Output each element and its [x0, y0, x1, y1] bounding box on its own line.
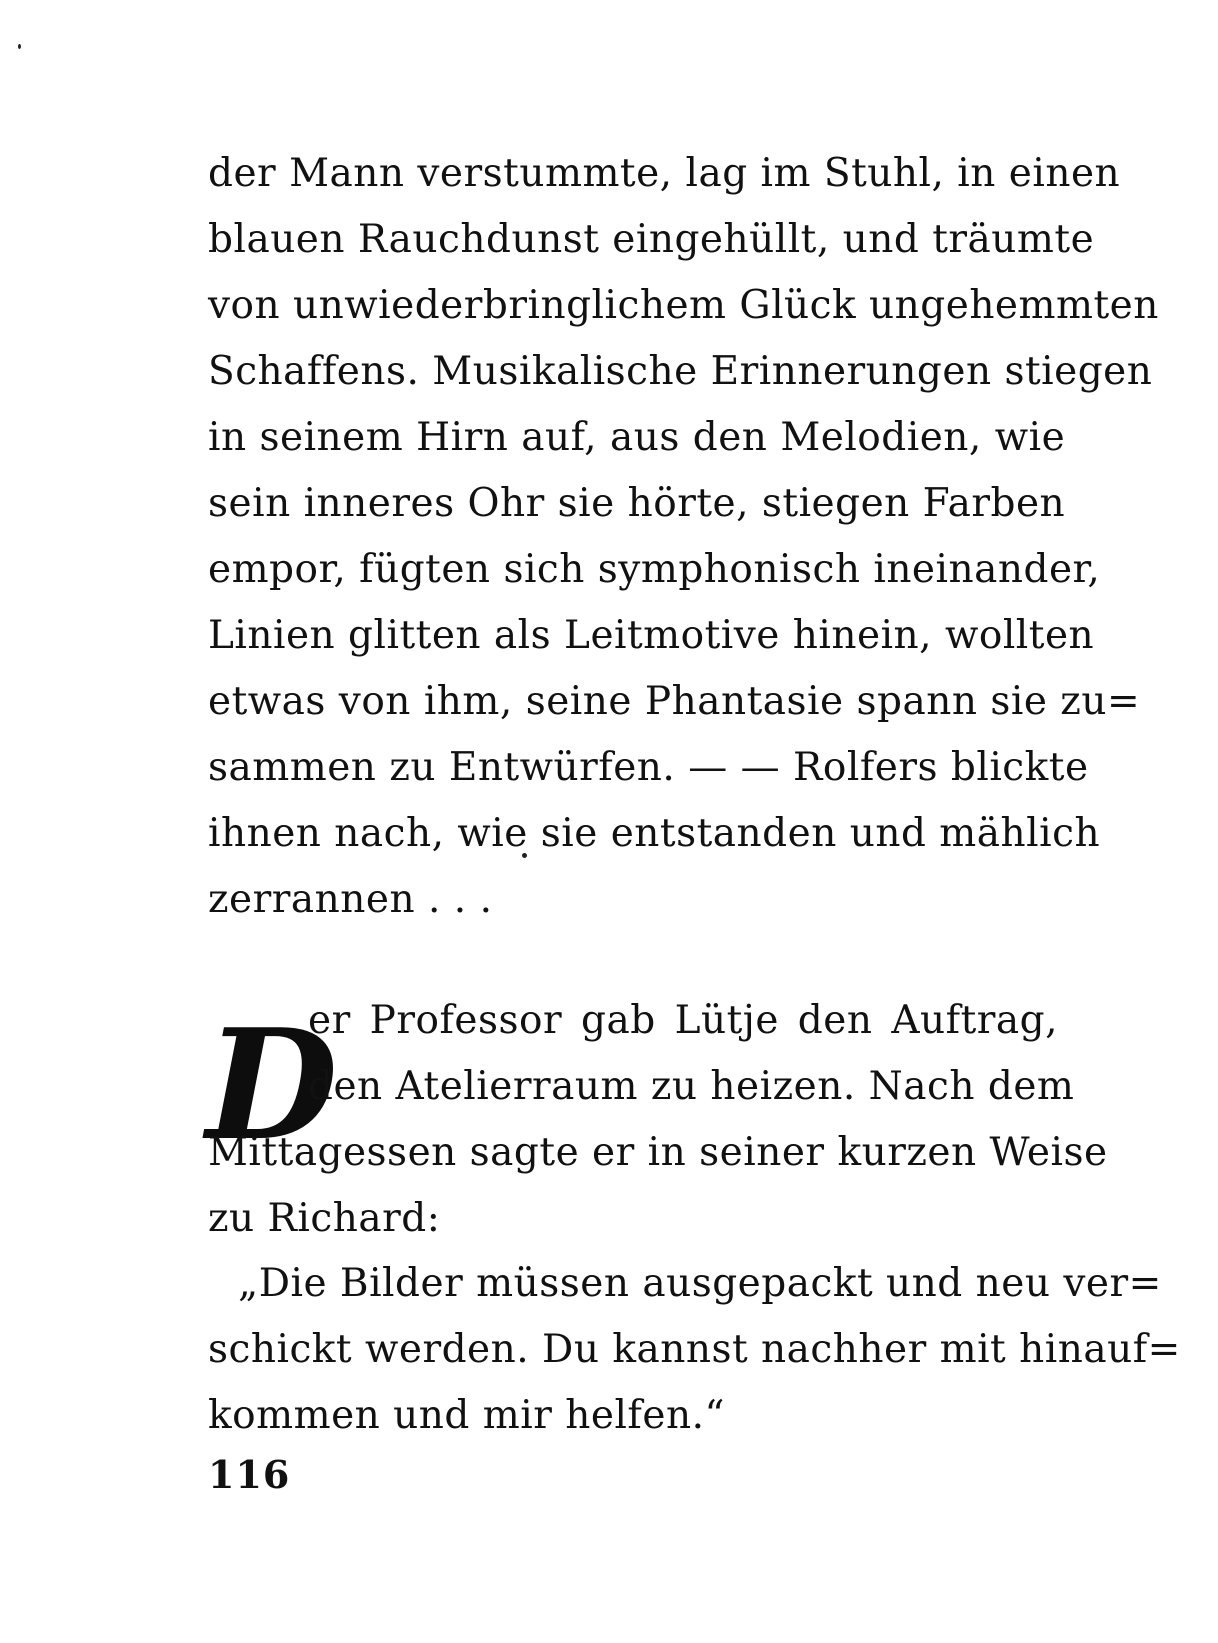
text-line: zu Richard:	[208, 1196, 441, 1241]
text-line: er Professor gab Lütje den Auftrag,	[308, 998, 1058, 1043]
text-line: Schaffens. Musikalische Erinnerungen stiegen	[208, 349, 1153, 394]
text-line: sein inneres Ohr sie hörte, stiegen Farben	[208, 481, 1066, 526]
drop-cap: D	[206, 995, 338, 1174]
paragraph-3	[208, 1258, 1181, 1448]
text-line: etwas von ihm, seine Phantasie spann sie zu=	[208, 679, 1141, 724]
text-line: „Die Bilder müssen ausgepackt und neu ver=	[238, 1261, 1162, 1306]
text-line: schickt werden. Du kannst nachher mit hinauf=	[208, 1327, 1181, 1372]
text-line: kommen und mir helfen.“	[208, 1393, 725, 1438]
paragraph-2-indented	[308, 995, 1075, 1125]
paragraph-1	[208, 148, 1159, 922]
text-line: Mittagessen sagte er in seiner kurzen Weise	[208, 1130, 1108, 1175]
paragraph-2	[208, 1127, 1108, 1257]
text-line: in seinem Hirn auf, aus den Melodien, wie	[208, 415, 1066, 460]
page-number: 116	[208, 1452, 291, 1497]
text-line: empor, fügten sich symphonisch ineinander,	[208, 547, 1101, 592]
text-line: zerrannen . . .	[208, 877, 493, 922]
text-line: der Mann verstummte, lag im Stuhl, in einen	[208, 151, 1121, 196]
text-line: von unwiederbringlichem Glück ungehemmten	[208, 283, 1159, 328]
text-line: Linien glitten als Leitmotive hinein, wollten	[208, 613, 1095, 658]
text-line: den Atelierraum zu heizen. Nach dem	[308, 1064, 1075, 1109]
text-line: ihnen nach, wie sie entstanden und mählich	[208, 811, 1101, 856]
text-line: blauen Rauchdunst eingehüllt, und träumte	[208, 217, 1095, 262]
scan-speck	[18, 44, 21, 49]
text-line: sammen zu Entwürfen. — — Rolfers blickte	[208, 745, 1089, 790]
